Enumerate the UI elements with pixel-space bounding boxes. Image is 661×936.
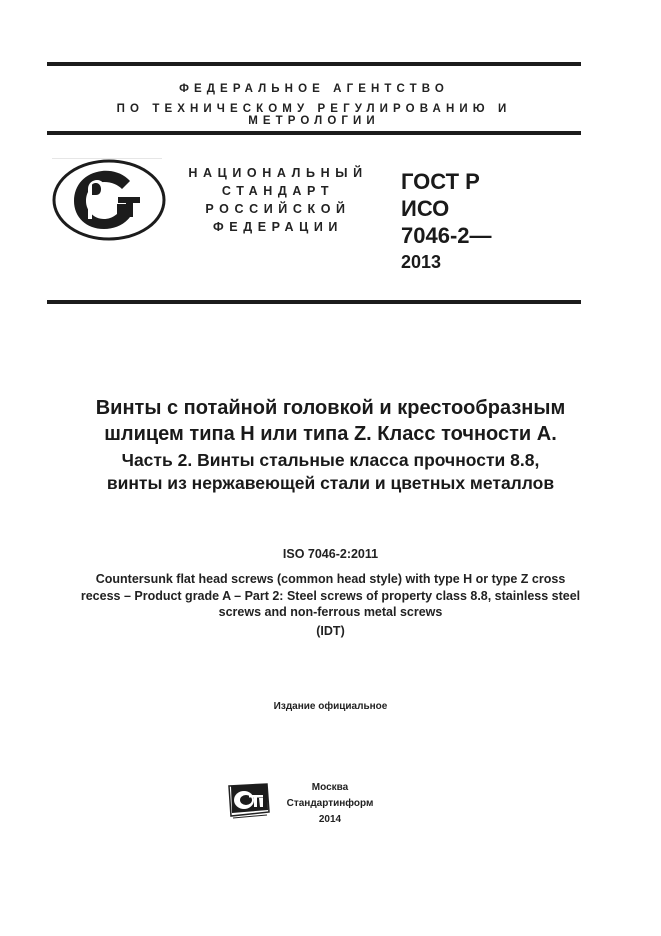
national-standard-line-1: НАЦИОНАЛЬНЫЙ bbox=[188, 166, 368, 180]
english-title-line-2: recess – Product grade A – Part 2: Steel screws of property class 8.8, stainless steel bbox=[80, 588, 581, 603]
national-standard-line-3: РОССИЙСКОЙ bbox=[205, 202, 351, 216]
header-bottom-rule bbox=[47, 131, 581, 135]
top-rule bbox=[47, 62, 581, 66]
standard-designation bbox=[401, 168, 492, 276]
equivalence-degree: (IDT) bbox=[316, 624, 345, 638]
publisher-city: Москва bbox=[311, 782, 349, 793]
english-title-line-1: Countersunk flat head screws (common head style) with type H or type Z cross bbox=[95, 572, 566, 586]
english-title bbox=[40, 571, 621, 621]
designation-line-3: 7046-2— bbox=[401, 223, 492, 248]
iso-number: ISO 7046-2:2011 bbox=[282, 547, 379, 561]
national-standard-line-4: ФЕДЕРАЦИИ bbox=[212, 220, 343, 234]
national-standard-line-2: СТАНДАРТ bbox=[221, 184, 335, 198]
document-title-main bbox=[20, 395, 641, 447]
title-part-line-2: винты из нержавеющей стали и цветных металлов bbox=[106, 473, 555, 493]
agency-line-1: ФЕДЕРАЛЬНОЕ АГЕНТСТВО bbox=[179, 83, 449, 95]
publication-year: 2014 bbox=[318, 814, 342, 825]
designation-line-1: ГОСТ Р bbox=[401, 169, 480, 194]
english-title-line-3: screws and non-ferrous metal screws bbox=[218, 605, 443, 619]
agency-line-2: ПО ТЕХНИЧЕСКОМУ РЕГУЛИРОВАНИЮ И МЕТРОЛОГИИ bbox=[116, 103, 512, 127]
title-main-line-2: шлицем типа H или типа Z. Класс точности A. bbox=[104, 423, 557, 445]
title-part-line-1: Часть 2. Винты стальные класса прочности 8.8, bbox=[121, 450, 540, 470]
gost-r-logo-icon bbox=[52, 159, 166, 241]
designation-line-4: 2013 bbox=[401, 252, 442, 272]
official-edition: Издание официальное bbox=[273, 701, 388, 712]
standard-block-bottom-rule bbox=[47, 300, 581, 304]
publisher-name: Стандартинформ bbox=[286, 798, 374, 809]
designation-line-2: ИСО bbox=[401, 196, 450, 221]
document-title-part bbox=[20, 449, 641, 495]
title-main-line-1: Винты с потайной головкой и крестообразным bbox=[95, 397, 566, 419]
